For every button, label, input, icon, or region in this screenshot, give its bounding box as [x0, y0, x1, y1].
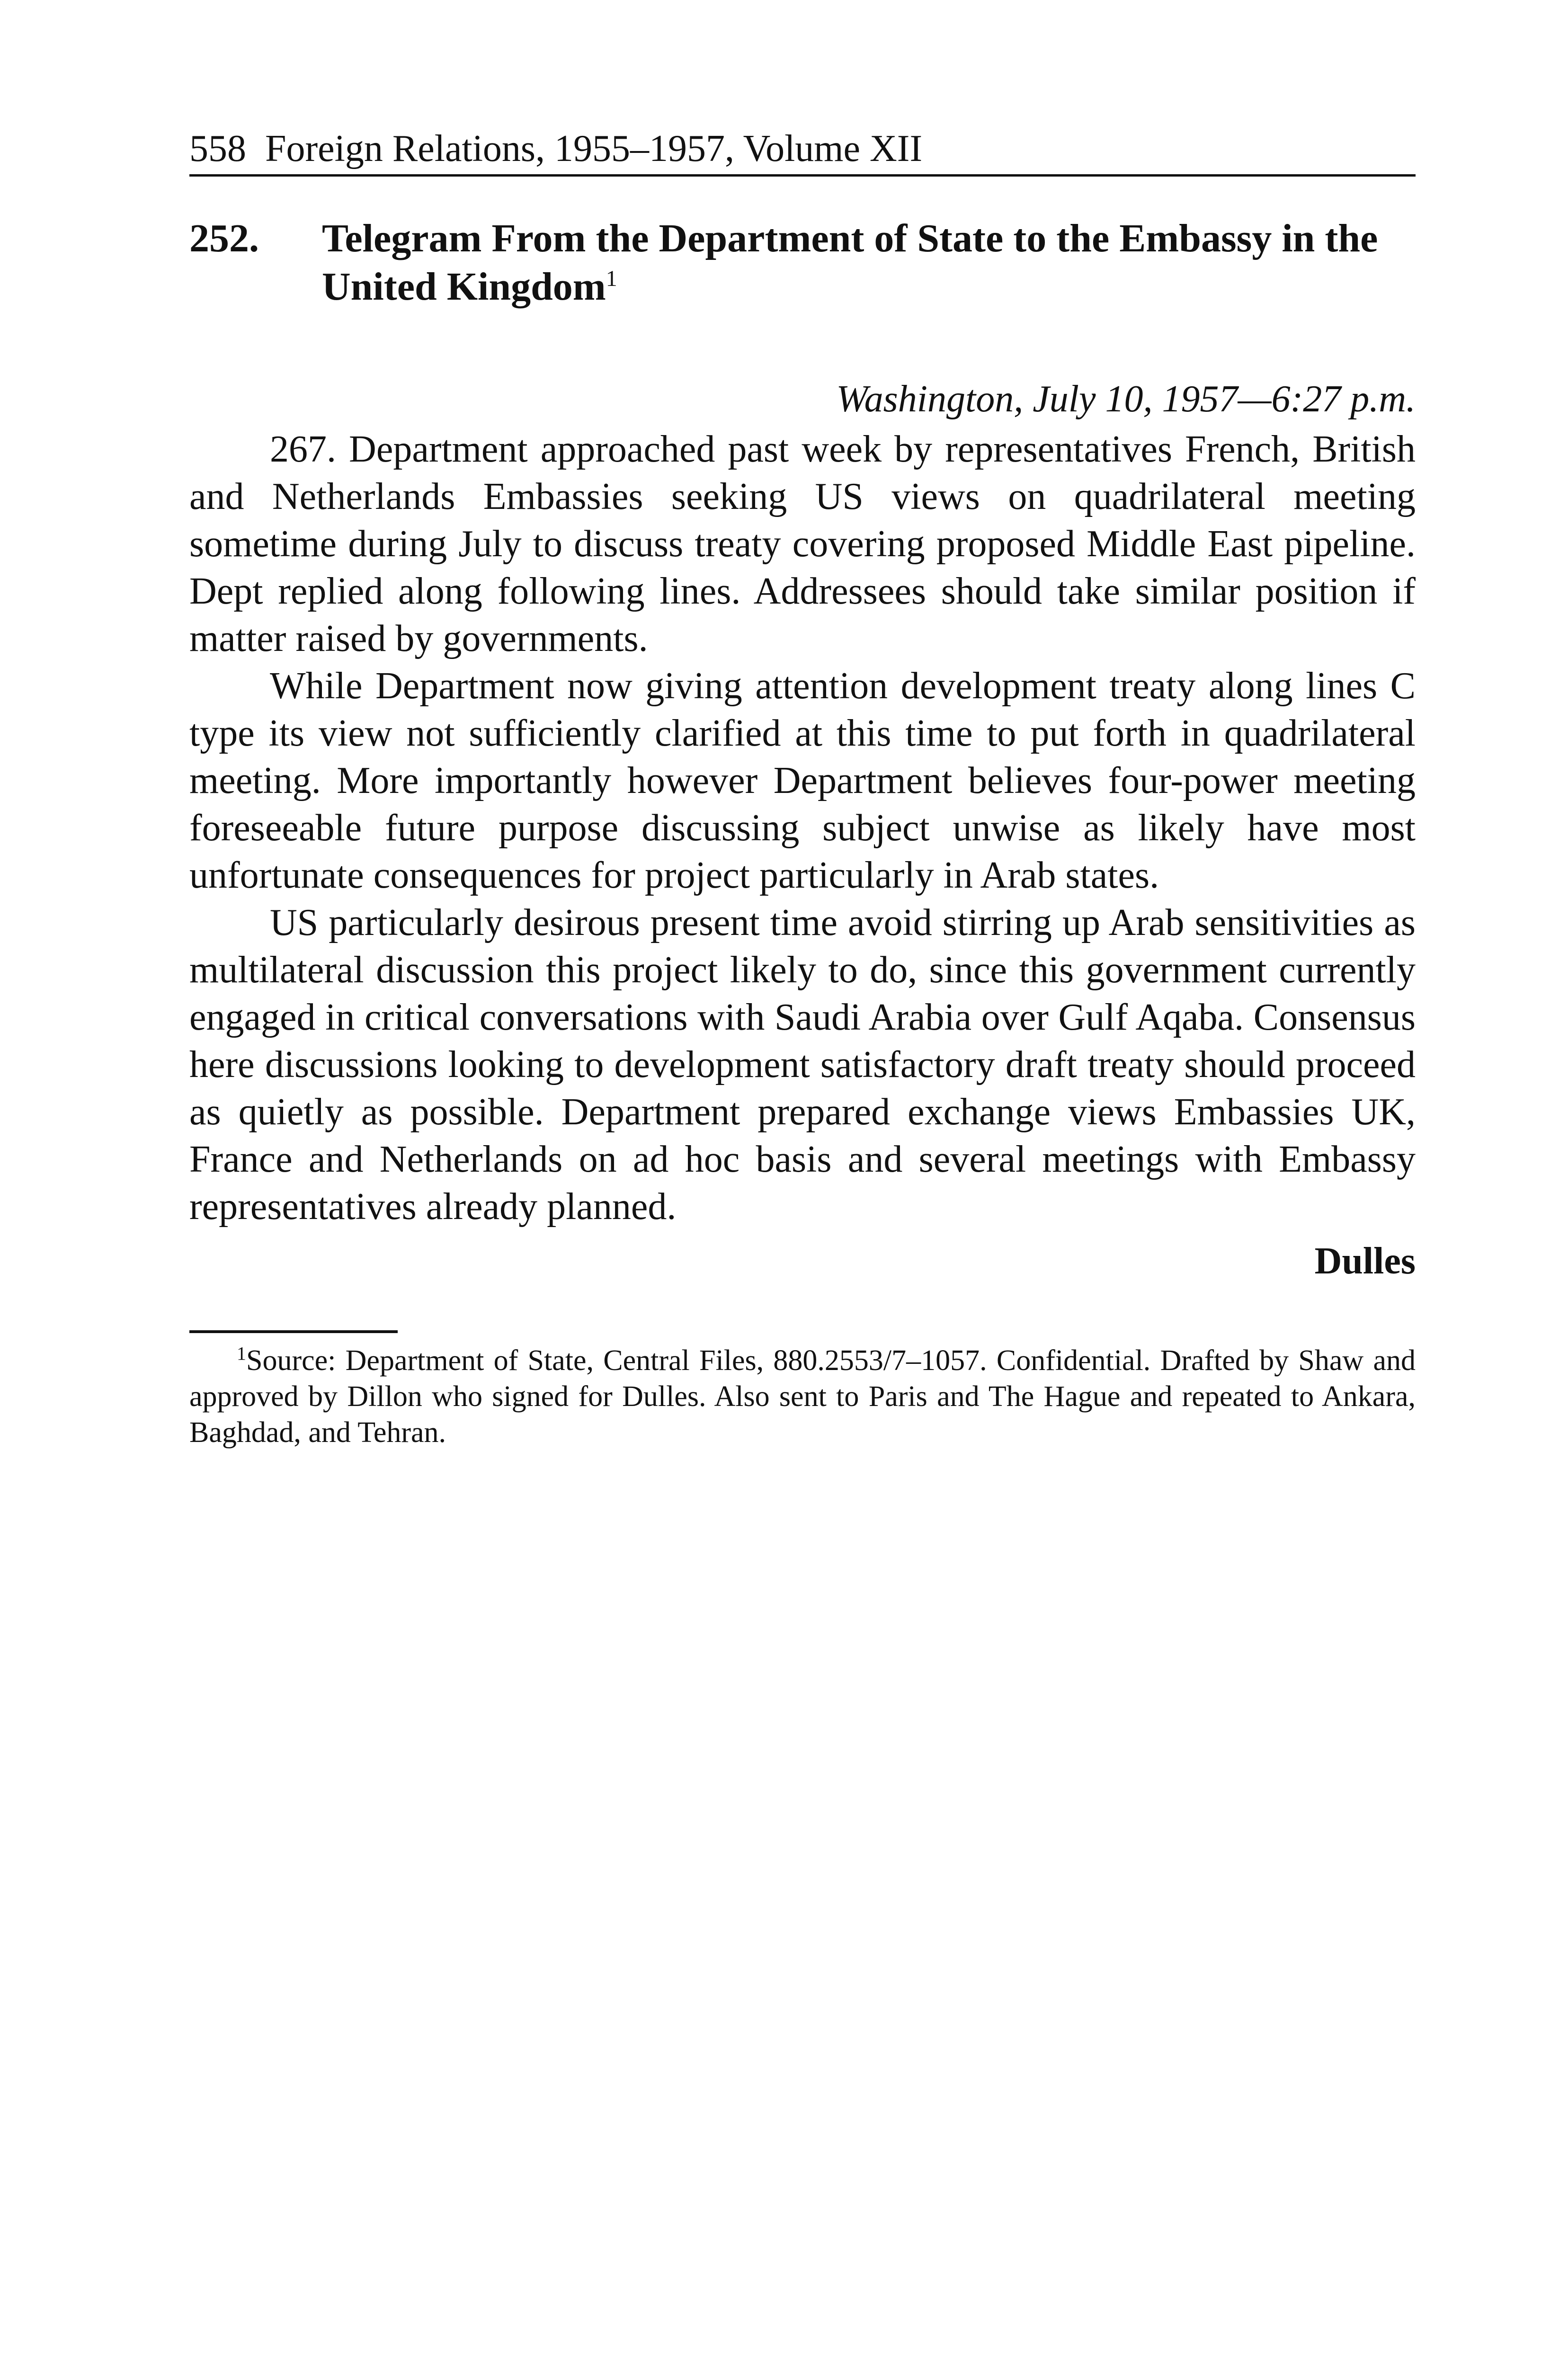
dateline: Washington, July 10, 1957—6:27 p.m.	[836, 378, 1416, 420]
series-title: Foreign Relations, 1955–1957, Volume XII	[265, 128, 923, 169]
title-footnote-marker: 1	[606, 266, 617, 292]
document-heading	[189, 214, 1416, 311]
body-paragraph: 267. Department approached past week by representatives French, British and Netherlands Embassies seeking US views on quadrilateral meeting sometime during July to discuss treaty covering proposed Middle East pipeline. Dept replied along following lines. Addressees should take similar position if matter raised by governments.	[189, 428, 1416, 659]
document-title-block	[322, 214, 1416, 311]
running-head	[189, 128, 1416, 177]
footnote-marker: 1	[237, 1343, 246, 1364]
footnote-divider	[189, 1330, 398, 1333]
body-paragraph: US particularly desirous present time avoid stirring up Arab sensitivities as multilateral discussion this project likely to do, since this government currently engaged in critical conversations with Saudi Arabia over Gulf Aqaba. Consensus here discussions looking to development satisfactory draft treaty should proceed as quietly as possible. Department prepared exchange views Embassies UK, France and Netherlands on ad hoc basis and several meetings with Embassy representatives already planned.	[189, 901, 1416, 1228]
document-page	[189, 128, 1416, 1450]
body-paragraph: While Department now giving attention development treaty along lines C type its view not sufficiently clarified at this time to put forth in quadrilateral meeting. More importantly however Department believes four-power meeting foreseeable future purpose discussing subject unwise as likely have most unfortunate consequences for project particularly in Arab states.	[189, 665, 1416, 896]
document-title: Telegram From the Department of State to the Embassy in the United Kingdom	[322, 216, 1378, 309]
signature: Dulles	[1314, 1240, 1416, 1282]
telegram-body	[189, 426, 1416, 1230]
footnote	[189, 1343, 1416, 1450]
page-number: 558	[189, 128, 246, 169]
document-number: 252.	[189, 216, 259, 260]
footnote-text: Source: Department of State, Central Files, 880.2553/7–1057. Confidential. Drafted by Shaw and approved by Dillon who signed for Dulles. Also sent to Paris and The Hague and repeated to Ankara, Baghdad, and Tehran.	[189, 1344, 1416, 1449]
